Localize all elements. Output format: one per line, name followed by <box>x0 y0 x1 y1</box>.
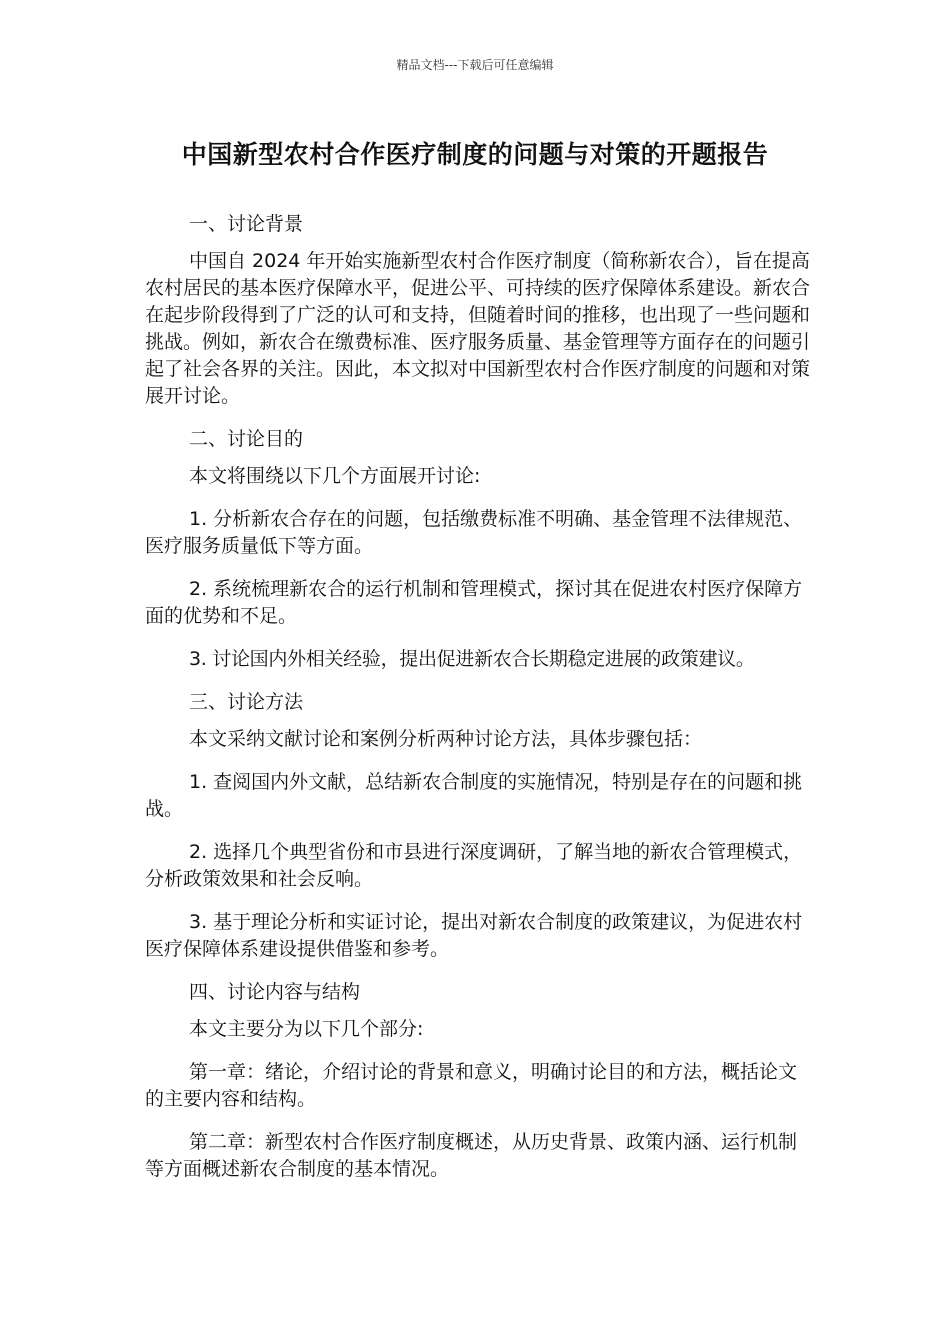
paragraph-method-intro: 本文采纳文献讨论和案例分析两种讨论方法，具体步骤包括： <box>189 728 703 750</box>
section-heading-background: 一、讨论背景 <box>189 213 304 235</box>
paragraph-content-intro: 本文主要分为以下几个部分: <box>189 1018 424 1040</box>
list-item-method-2: 2. 选择几个典型省份和市县进行深度调研，了解当地的新农合管理模式，分析政策效果和社会反响。 <box>145 841 803 890</box>
document-title: 中国新型农村合作医疗制度的问题与对策的开题报告 <box>181 140 769 169</box>
document-body <box>145 211 815 1199</box>
paragraph-purpose-intro: 本文将围绕以下几个方面展开讨论: <box>189 465 481 487</box>
chapter-item-2: 第二章：新型农村合作医疗制度概述，从历史背景、政策内涵、运行机制等方面概述新农合制度的基本情况。 <box>145 1131 798 1180</box>
list-item-method-3: 3. 基于理论分析和实证讨论，提出对新农合制度的政策建议，为促进农村医疗保障体系建设提供借鉴和参考。 <box>145 911 803 960</box>
section-heading-content: 四、讨论内容与结构 <box>189 981 361 1003</box>
paragraph-background: 中国自 2024 年开始实施新型农村合作医疗制度（简称新农合），旨在提高农村居民的基本医疗保障水平，促进公平、可持续的医疗保障体系建设。新农合在起步阶段得到了广泛的认可和支持，但随着时间的推移，也出现了一些问题和挑战。例如，新农合在缴费标准、医疗服务质量、基金管理等方面存在的问题引起了社会各界的关注。因此，本文拟对中国新型农村合作医疗制度的问题和对策展开讨论。 <box>145 250 811 407</box>
section-heading-method: 三、讨论方法 <box>189 691 304 713</box>
list-item-purpose-2: 2. 系统梳理新农合的运行机制和管理模式，探讨其在促进农村医疗保障方面的优势和不足。 <box>145 578 803 627</box>
header-note: 精品文档---下载后可任意编辑 <box>396 58 554 72</box>
list-item-purpose-1: 1. 分析新农合存在的问题，包括缴费标准不明确、基金管理不法律规范、医疗服务质量低下等方面。 <box>145 508 803 557</box>
list-item-purpose-3: 3. 讨论国内外相关经验，提出促进新农合长期稳定进展的政策建议。 <box>189 648 755 670</box>
list-item-method-1: 1. 查阅国内外文献，总结新农合制度的实施情况，特别是存在的问题和挑战。 <box>145 771 803 820</box>
section-heading-purpose: 二、讨论目的 <box>189 428 304 450</box>
chapter-item-1: 第一章：绪论，介绍讨论的背景和意义，明确讨论目的和方法，概括论文的主要内容和结构。 <box>145 1061 798 1110</box>
